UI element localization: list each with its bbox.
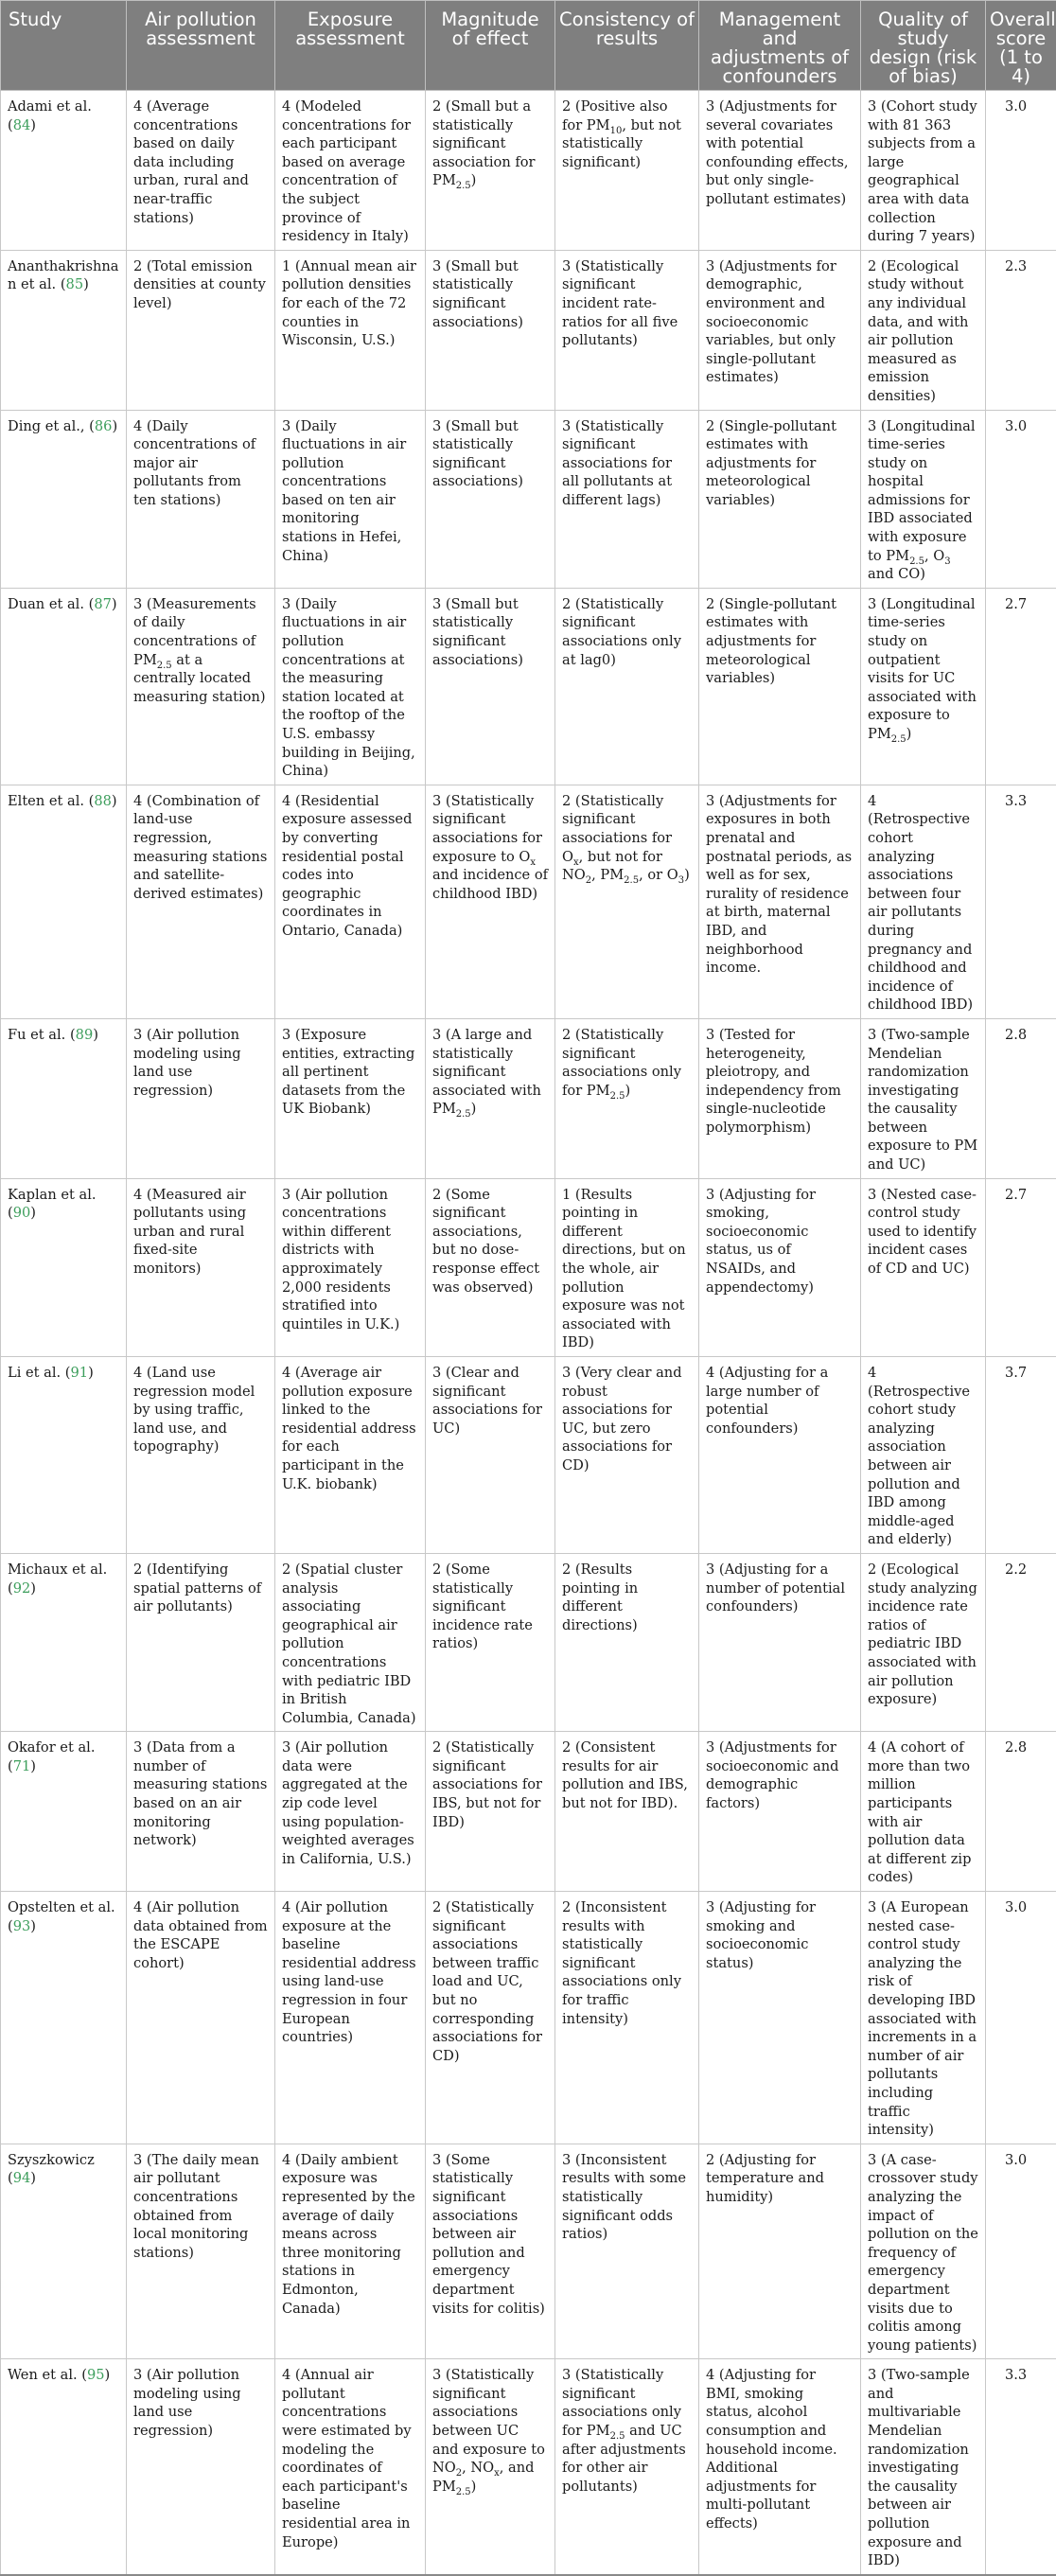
header-confounders: Management and adjustments of confounders	[699, 1, 861, 91]
magnitude-cell: 3 (Some statistically significant associations between air pollution and emergency department visits for colitis)	[426, 2144, 555, 2359]
header-air-pollution-assessment: Air pollution assessment	[127, 1, 275, 91]
table-row	[1, 1553, 1056, 1731]
consistency-cell: 2 (Consistent results for air pollution and IBS, but not for IBD).	[555, 1732, 699, 1892]
confounders-cell: 3 (Adjustments for socioeconomic and demographic factors)	[699, 1732, 861, 1892]
air-pollution-cell: 3 (Measurements of daily concentrations of $PM_{2.5}$ at a centrally located measuring station)	[127, 588, 275, 785]
study-author: Fu et al. (	[8, 1027, 76, 1043]
reference-link[interactable]: 88	[94, 793, 112, 809]
reference-link[interactable]: 92	[13, 1580, 31, 1597]
quality-cell: 4 (Retrospective cohort study analyzing association between air pollution and IBD among middle-aged and elderly)	[861, 1357, 986, 1554]
study-cell	[1, 2144, 127, 2359]
study-author: Szyszkowicz (	[8, 2152, 95, 2187]
confounders-cell: 3 (Adjusting for smoking, socioeconomic status, us of NSAIDs, and appendectomy)	[699, 1178, 861, 1356]
reference-link[interactable]: 71	[13, 1758, 31, 1774]
overall-score-cell: 2.8	[986, 1018, 1056, 1178]
overall-score-cell: 2.3	[986, 250, 1056, 410]
study-cell	[1, 1892, 127, 2144]
consistency-cell: 3 (Statistically significant associations for all pollutants at different lags)	[555, 410, 699, 588]
exposure-cell: 4 (Residential exposure assessed by converting residential postal codes into geographic coordinates in Ontario, Canada)	[275, 785, 426, 1018]
study-author: Ananthakrishnan et al. (	[8, 258, 118, 293]
study-author: Wen et al. (	[8, 2367, 87, 2383]
quality-cell: 3 (Two-sample and multivariable Mendelian randomization investigating the causality between air pollution exposure and IBD)	[861, 2359, 986, 2575]
study-cell	[1, 1178, 127, 1356]
overall-score-cell: 2.8	[986, 1732, 1056, 1892]
study-author-end: )	[30, 117, 36, 133]
reference-link[interactable]: 94	[13, 2170, 31, 2186]
confounders-cell: 2 (Single-pollutant estimates with adjustments for meteorological variables)	[699, 588, 861, 785]
table-row	[1, 2144, 1056, 2359]
confounders-cell: 4 (Adjusting for a large number of potential confounders)	[699, 1357, 861, 1554]
consistency-cell: 2 (Inconsistent results with statistically significant associations only for traffic intensity)	[555, 1892, 699, 2144]
air-pollution-cell: 3 (Air pollution modeling using land use regression)	[127, 1018, 275, 1178]
reference-link[interactable]: 91	[70, 1365, 88, 1381]
exposure-cell: 2 (Spatial cluster analysis associating geographical air pollution concentrations with pediatric IBD in British Columbia, Canada)	[275, 1553, 426, 1731]
magnitude-cell: 2 (Some significant associations, but no dose-response effect was observed)	[426, 1178, 555, 1356]
overall-score-cell: 3.3	[986, 785, 1056, 1018]
header-consistency-of-results: Consistency of results	[555, 1, 699, 91]
air-pollution-cell: 4 (Air pollution data obtained from the ESCAPE cohort)	[127, 1892, 275, 2144]
consistency-cell: 3 (Very clear and robust associations for UC, but zero associations for CD)	[555, 1357, 699, 1554]
air-pollution-cell: 4 (Daily concentrations of major air pollutants from ten stations)	[127, 410, 275, 588]
study-author-end: )	[30, 2170, 36, 2186]
quality-cell: 3 (Nested case-control study used to identify incident cases of CD and UC)	[861, 1178, 986, 1356]
overall-score-cell: 3.0	[986, 410, 1056, 588]
exposure-cell: 3 (Daily fluctuations in air pollution concentrations at the measuring station located at the rooftop of the U.S. embassy building in Beijing, China)	[275, 588, 426, 785]
overall-score-cell: 3.0	[986, 1892, 1056, 2144]
consistency-cell: 3 (Inconsistent results with some statistically significant odds ratios)	[555, 2144, 699, 2359]
magnitude-cell: 3 (Clear and significant associations for UC)	[426, 1357, 555, 1554]
quality-cell: 2 (Ecological study without any individual data, and with air pollution measured as emission densities)	[861, 250, 986, 410]
confounders-cell: 3 (Adjustments for exposures in both prenatal and postnatal periods, as well as for sex, rurality of residence at birth, maternal IBD, and neighborhood income.	[699, 785, 861, 1018]
magnitude-cell: 2 (Statistically significant associations for IBS, but not for IBD)	[426, 1732, 555, 1892]
exposure-cell: 4 (Annual air pollutant concentrations were estimated by modeling the coordinates of each participant's baseline residential area in Europe)	[275, 2359, 426, 2575]
quality-cell: 3 (Cohort study with 81 363 subjects from a large geographical area with data collection during 7 years)	[861, 91, 986, 251]
study-author: Ding et al., (	[8, 418, 95, 434]
air-pollution-cell: 3 (Data from a number of measuring stations based on an air monitoring network)	[127, 1732, 275, 1892]
consistency-cell: 2 (Statistically significant associations only for $PM_{2.5}$)	[555, 1018, 699, 1178]
study-author-end: )	[93, 1027, 98, 1043]
study-author-end: )	[83, 276, 89, 292]
magnitude-cell: 3 (Statistically significant associations between UC and exposure to $NO_2$, $NO_x$, and $PM_{2.5}$)	[426, 2359, 555, 2575]
exposure-cell: 3 (Air pollution concentrations within different districts with approximately 2,000 residents stratified into quintiles in U.K.)	[275, 1178, 426, 1356]
study-cell	[1, 588, 127, 785]
study-author-end: )	[112, 596, 117, 612]
table-row	[1, 2359, 1056, 2575]
confounders-cell: 3 (Adjusting for smoking and socioeconomic status)	[699, 1892, 861, 2144]
reference-link[interactable]: 89	[76, 1027, 94, 1043]
study-author-end: )	[30, 1205, 36, 1221]
table-row	[1, 250, 1056, 410]
study-cell	[1, 1018, 127, 1178]
header-magnitude-of-effect: Magnitude of effect	[426, 1, 555, 91]
study-cell	[1, 1732, 127, 1892]
study-author: Kaplan et al. (	[8, 1187, 97, 1222]
reference-link[interactable]: 95	[87, 2367, 105, 2383]
consistency-cell: 2 (Statistically significant associations only at lag0)	[555, 588, 699, 785]
magnitude-cell: 3 (Statistically significant associations for exposure to $O_x$ and incidence of childhood IBD)	[426, 785, 555, 1018]
consistency-cell: 1 (Results pointing in different directions, but on the whole, air pollution exposure was not associated with IBD)	[555, 1178, 699, 1356]
table-row	[1, 1018, 1056, 1178]
quality-cell: 3 (Longitudinal time-series study on outpatient visits for UC associated with exposure to $PM_{2.5}$)	[861, 588, 986, 785]
air-pollution-cell: 4 (Measured air pollutants using urban and rural fixed-site monitors)	[127, 1178, 275, 1356]
header-quality-of-design: Quality of study design (risk of bias)	[861, 1, 986, 91]
confounders-cell: 3 (Adjustments for several covariates with potential confounding effects, but only single-pollutant estimates)	[699, 91, 861, 251]
overall-score-cell: 3.7	[986, 1357, 1056, 1554]
study-cell	[1, 250, 127, 410]
study-author: Li et al. (	[8, 1365, 70, 1381]
quality-cell: 3 (A European nested case-control study analyzing the risk of developing IBD associated with increments in a number of air pollutants including traffic intensity)	[861, 1892, 986, 2144]
reference-link[interactable]: 87	[94, 596, 112, 612]
magnitude-cell: 3 (A large and statistically significant associated with $PM_{2.5}$)	[426, 1018, 555, 1178]
header-overall-score: Overall score (1 to 4)	[986, 1, 1056, 91]
exposure-cell: 4 (Modeled concentrations for each participant based on average concentration of the subject province of residency in Italy)	[275, 91, 426, 251]
overall-score-cell: 3.0	[986, 91, 1056, 251]
air-pollution-cell: 4 (Land use regression model by using traffic, land use, and topography)	[127, 1357, 275, 1554]
study-author: Okafor et al. (	[8, 1739, 95, 1774]
air-pollution-cell: 3 (The daily mean air pollutant concentrations obtained from local monitoring stations)	[127, 2144, 275, 2359]
exposure-cell: 4 (Air pollution exposure at the baseline residential address using land-use regression in four European countries)	[275, 1892, 426, 2144]
overall-score-cell: 2.2	[986, 1553, 1056, 1731]
study-cell	[1, 91, 127, 251]
study-author-end: )	[30, 1918, 36, 1934]
quality-cell: 3 (Longitudinal time-series study on hospital admissions for IBD associated with exposure to $PM_{2.5}$, $O_3$ and CO)	[861, 410, 986, 588]
table-row	[1, 91, 1056, 251]
study-author-end: )	[30, 1758, 36, 1774]
study-author-end: )	[112, 793, 117, 809]
table-row	[1, 1892, 1056, 2144]
table-row	[1, 785, 1056, 1018]
study-cell	[1, 1357, 127, 1554]
study-author: Michaux et al. (	[8, 1561, 107, 1597]
quality-cell: 3 (A case-crossover study analyzing the impact of pollution on the frequency of emergency department visits due to colitis among young patients)	[861, 2144, 986, 2359]
table-row	[1, 1357, 1056, 1554]
overall-score-cell: 2.7	[986, 1178, 1056, 1356]
study-author-end: )	[88, 1365, 94, 1381]
exposure-cell: 3 (Exposure entities, extracting all pertinent datasets from the UK Biobank)	[275, 1018, 426, 1178]
exposure-cell: 3 (Air pollution data were aggregated at the zip code level using population-weighted averages in California, U.S.)	[275, 1732, 426, 1892]
overall-score-cell: 3.0	[986, 2144, 1056, 2359]
overall-score-cell: 2.7	[986, 588, 1056, 785]
quality-cell: 3 (Two-sample Mendelian randomization investigating the causality between exposure to PM and UC)	[861, 1018, 986, 1178]
study-author: Adami et al. (	[8, 98, 92, 133]
magnitude-cell: 3 (Small but statistically significant associations)	[426, 410, 555, 588]
table-row	[1, 1732, 1056, 1892]
consistency-cell: 2 (Statistically significant associations for $O_x$, but not for $NO_2$, $PM_{2.5}$, or $O_3$)	[555, 785, 699, 1018]
quality-cell: 2 (Ecological study analyzing incidence rate ratios of pediatric IBD associated with air pollution exposure)	[861, 1553, 986, 1731]
study-author-end: )	[30, 1580, 36, 1597]
confounders-cell: 3 (Adjusting for a number of potential confounders)	[699, 1553, 861, 1731]
header-exposure-assessment: Exposure assessment	[275, 1, 426, 91]
confounders-cell: 4 (Adjusting for BMI, smoking status, alcohol consumption and household income. Additional adjustments for multi-pollutant effects)	[699, 2359, 861, 2575]
magnitude-cell: 3 (Small but statistically significant associations)	[426, 250, 555, 410]
table-row	[1, 1178, 1056, 1356]
exposure-cell: 3 (Daily fluctuations in air pollution concentrations based on ten air monitoring stations in Hefei, China)	[275, 410, 426, 588]
magnitude-cell: 2 (Small but a statistically significant association for $PM_{2.5}$)	[426, 91, 555, 251]
confounders-cell: 3 (Adjustments for demographic, environment and socioeconomic variables, but only single-pollutant estimates)	[699, 250, 861, 410]
magnitude-cell: 2 (Statistically significant associations between traffic load and UC, but no corresponding associations for CD)	[426, 1892, 555, 2144]
study-author: Opstelten et al. (	[8, 1899, 115, 1934]
consistency-cell: 3 (Statistically significant associations only for $PM_{2.5}$ and UC after adjustments for other air pollutants)	[555, 2359, 699, 2575]
quality-cell: 4 (Retrospective cohort analyzing associations between four air pollutants during pregnancy and childhood and incidence of childhood IBD)	[861, 785, 986, 1018]
study-author-end: )	[112, 418, 117, 434]
consistency-cell: 2 (Results pointing in different directions)	[555, 1553, 699, 1731]
confounders-cell: 2 (Adjusting for temperature and humidity)	[699, 2144, 861, 2359]
air-pollution-cell: 4 (Average concentrations based on daily data including urban, rural and near-traffic stations)	[127, 91, 275, 251]
air-pollution-cell: 3 (Air pollution modeling using land use regression)	[127, 2359, 275, 2575]
study-cell	[1, 785, 127, 1018]
study-cell	[1, 410, 127, 588]
study-cell	[1, 1553, 127, 1731]
header-study: Study	[1, 1, 127, 91]
air-pollution-cell: 4 (Combination of land-use regression, measuring stations and satellite-derived estimates)	[127, 785, 275, 1018]
consistency-cell: 3 (Statistically significant incident rate-ratios for all five pollutants)	[555, 250, 699, 410]
study-author-end: )	[105, 2367, 111, 2383]
overall-score-cell: 3.3	[986, 2359, 1056, 2575]
study-cell	[1, 2359, 127, 2575]
consistency-cell: 2 (Positive also for $PM_{10}$, but not statistically significant)	[555, 91, 699, 251]
magnitude-cell: 3 (Small but statistically significant associations)	[426, 588, 555, 785]
air-pollution-cell: 2 (Identifying spatial patterns of air pollutants)	[127, 1553, 275, 1731]
reference-link[interactable]: 85	[66, 276, 84, 292]
exposure-cell: 4 (Daily ambient exposure was represented by the average of daily means across three monitoring stations in Edmonton, Canada)	[275, 2144, 426, 2359]
table-row	[1, 588, 1056, 785]
reference-link[interactable]: 90	[13, 1205, 31, 1221]
table-body	[1, 91, 1056, 2575]
table-row	[1, 410, 1056, 588]
reference-link[interactable]: 86	[95, 418, 113, 434]
confounders-cell: 3 (Tested for heterogeneity, pleiotropy, and independency from single-nucleotide polymorphism)	[699, 1018, 861, 1178]
study-author: Duan et al. (	[8, 596, 94, 612]
header-row	[1, 1, 1056, 91]
reference-link[interactable]: 93	[13, 1918, 31, 1934]
reference-link[interactable]: 84	[13, 117, 31, 133]
confounders-cell: 2 (Single-pollutant estimates with adjustments for meteorological variables)	[699, 410, 861, 588]
quality-cell: 4 (A cohort of more than two million participants with air pollution data at different zip codes)	[861, 1732, 986, 1892]
exposure-cell: 1 (Annual mean air pollution densities for each of the 72 counties in Wisconsin, U.S.)	[275, 250, 426, 410]
air-pollution-cell: 2 (Total emission densities at county level)	[127, 250, 275, 410]
magnitude-cell: 2 (Some statistically significant incidence rate ratios)	[426, 1553, 555, 1731]
study-author: Elten et al. (	[8, 793, 94, 809]
exposure-cell: 4 (Average air pollution exposure linked to the residential address for each participant in the U.K. biobank)	[275, 1357, 426, 1554]
